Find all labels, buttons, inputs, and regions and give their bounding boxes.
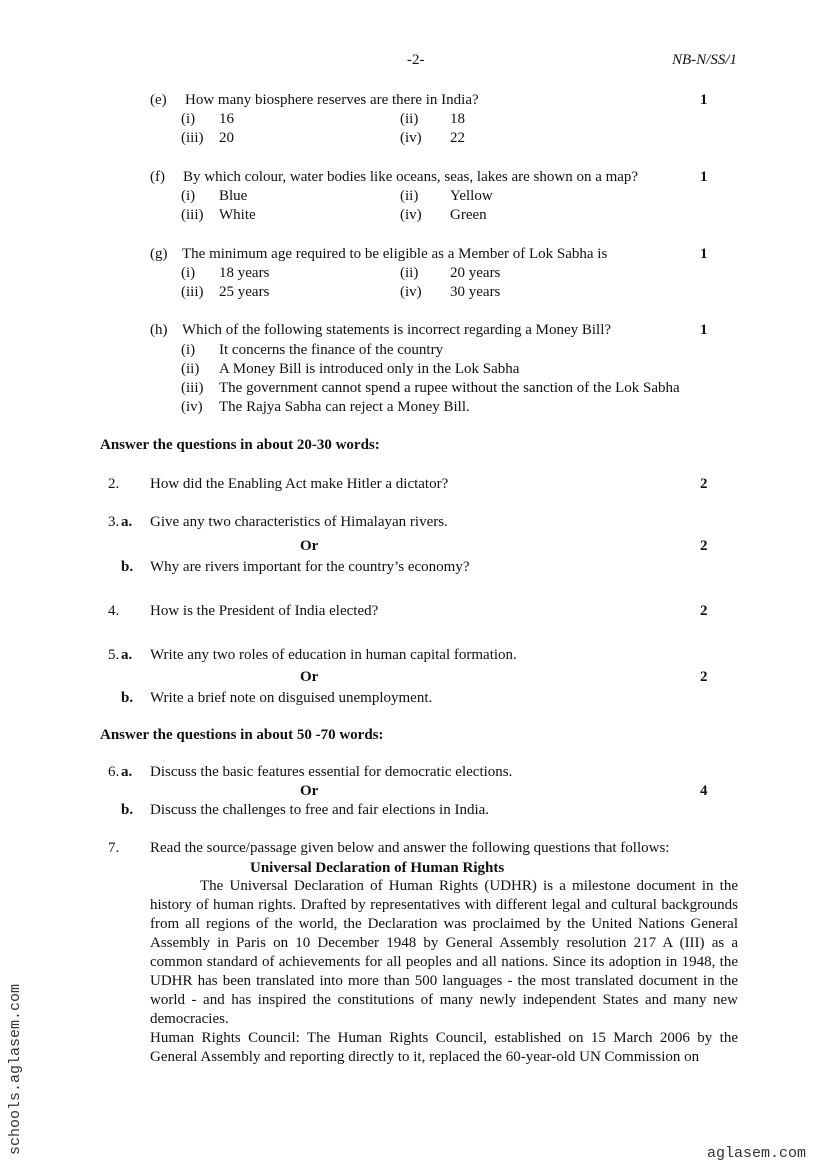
marks: 1 <box>700 246 708 262</box>
question-text: Why are rivers important for the country’s economy? <box>150 559 470 575</box>
question-number: 6. <box>108 764 120 780</box>
option-label: (i) <box>181 342 196 358</box>
side-watermark: schools.aglasem.com <box>7 983 24 1155</box>
marks: 2 <box>700 476 708 492</box>
section-heading-short: Answer the questions in about 20-30 words: <box>100 437 380 453</box>
option-text: The government cannot spend a rupee without the sanction of the Lok Sabha <box>219 380 680 396</box>
question-text: Discuss the challenges to free and fair elections in India. <box>150 802 490 818</box>
marks: 4 <box>700 783 708 799</box>
mcq-label: (g) <box>150 246 168 262</box>
question-number: 4. <box>108 603 120 619</box>
footer-watermark: aglasem.com <box>707 1145 807 1162</box>
sub-label: b. <box>121 690 134 706</box>
option-text: 22 <box>450 130 465 146</box>
option-text: Yellow <box>450 188 493 204</box>
option-label: (iii) <box>181 380 204 396</box>
question-text: Give any two characteristics of Himalayan rivers. <box>150 514 448 530</box>
option-label: (iv) <box>400 207 422 223</box>
question-number: 3. <box>108 514 120 530</box>
section-heading-long: Answer the questions in about 50 -70 words: <box>100 727 384 743</box>
option-text: The Rajya Sabha can reject a Money Bill. <box>219 399 470 415</box>
passage-title: Universal Declaration of Human Rights <box>250 860 505 876</box>
option-label: (ii) <box>400 111 419 127</box>
option-text: White <box>219 207 256 223</box>
mcq-label: (f) <box>150 169 165 185</box>
option-label: (iv) <box>400 130 422 146</box>
option-text: 16 <box>219 111 234 127</box>
page-number: -2- <box>407 52 425 68</box>
option-label: (ii) <box>400 265 419 281</box>
mcq-question: Which of the following statements is incorrect regarding a Money Bill? <box>182 322 612 338</box>
sub-label: a. <box>121 764 133 780</box>
mcq-question: The minimum age required to be eligible as a Member of Lok Sabha is <box>182 246 608 262</box>
option-label: (iii) <box>181 130 204 146</box>
marks: 1 <box>700 322 708 338</box>
option-label: (ii) <box>181 361 200 377</box>
option-label: (iv) <box>181 399 203 415</box>
option-label: (iv) <box>400 284 422 300</box>
mcq-label: (e) <box>150 92 167 108</box>
question-text: How is the President of India elected? <box>150 603 379 619</box>
question-number: 7. <box>108 840 120 856</box>
option-text: It concerns the finance of the country <box>219 342 444 358</box>
mcq-label: (h) <box>150 322 168 338</box>
question-text: Write a brief note on disguised unemployment. <box>150 690 433 706</box>
question-text: How did the Enabling Act make Hitler a dictator? <box>150 476 449 492</box>
option-label: (ii) <box>400 188 419 204</box>
paper-code: NB-N/SS/1 <box>672 52 738 68</box>
option-text: 20 years <box>450 265 501 281</box>
marks: 1 <box>700 92 708 108</box>
option-label: (iii) <box>181 207 204 223</box>
or-separator: Or <box>300 669 319 685</box>
option-label: (iii) <box>181 284 204 300</box>
sub-label: b. <box>121 559 134 575</box>
option-text: Blue <box>219 188 248 204</box>
option-text: 30 years <box>450 284 501 300</box>
sub-label: a. <box>121 647 133 663</box>
question-number: 5. <box>108 647 120 663</box>
or-separator: Or <box>300 538 319 554</box>
option-label: (i) <box>181 188 196 204</box>
option-text: 18 years <box>219 265 270 281</box>
marks: 2 <box>700 603 708 619</box>
or-separator: Or <box>300 783 319 799</box>
question-number: 2. <box>108 476 120 492</box>
option-text: Green <box>450 207 487 223</box>
option-text: 20 <box>219 130 234 146</box>
mcq-question: How many biosphere reserves are there in India? <box>185 92 479 108</box>
sub-label: a. <box>121 514 133 530</box>
marks: 1 <box>700 169 708 185</box>
mcq-question: By which colour, water bodies like oceans, seas, lakes are shown on a map? <box>183 169 639 185</box>
passage-body <box>150 877 738 1067</box>
passage-paragraph: The Universal Declaration of Human Rights (UDHR) is a milestone document in the history of human rights. Drafted by representatives with different legal and cultural backgrounds from all regions of the world, the Declaration was proclaimed by the United Nations General Assembly in Paris on 10 December 1948 by General Assembly resolution 217 A (III) as a common standard of achievements for all peoples and all nations. Since its adoption in 1948, the UDHR has been translated into more than 500 languages - the most translated document in the world - and has inspired the constitutions of many newly independent States and many new democracies. <box>150 878 738 1027</box>
passage-paragraph: Human Rights Council: The Human Rights Council, established on 15 March 2006 by the General Assembly and reporting directly to it, replaced the 60-year-old UN Commission on <box>150 1030 738 1065</box>
question-text: Write any two roles of education in human capital formation. <box>150 647 517 663</box>
marks: 2 <box>700 538 708 554</box>
option-label: (i) <box>181 265 196 281</box>
option-text: 18 <box>450 111 465 127</box>
marks: 2 <box>700 669 708 685</box>
option-label: (i) <box>181 111 196 127</box>
sub-label: b. <box>121 802 134 818</box>
question-instruction: Read the source/passage given below and answer the following questions that follows: <box>150 840 670 856</box>
option-text: 25 years <box>219 284 270 300</box>
option-text: A Money Bill is introduced only in the Lok Sabha <box>219 361 520 377</box>
question-text: Discuss the basic features essential for democratic elections. <box>150 764 513 780</box>
